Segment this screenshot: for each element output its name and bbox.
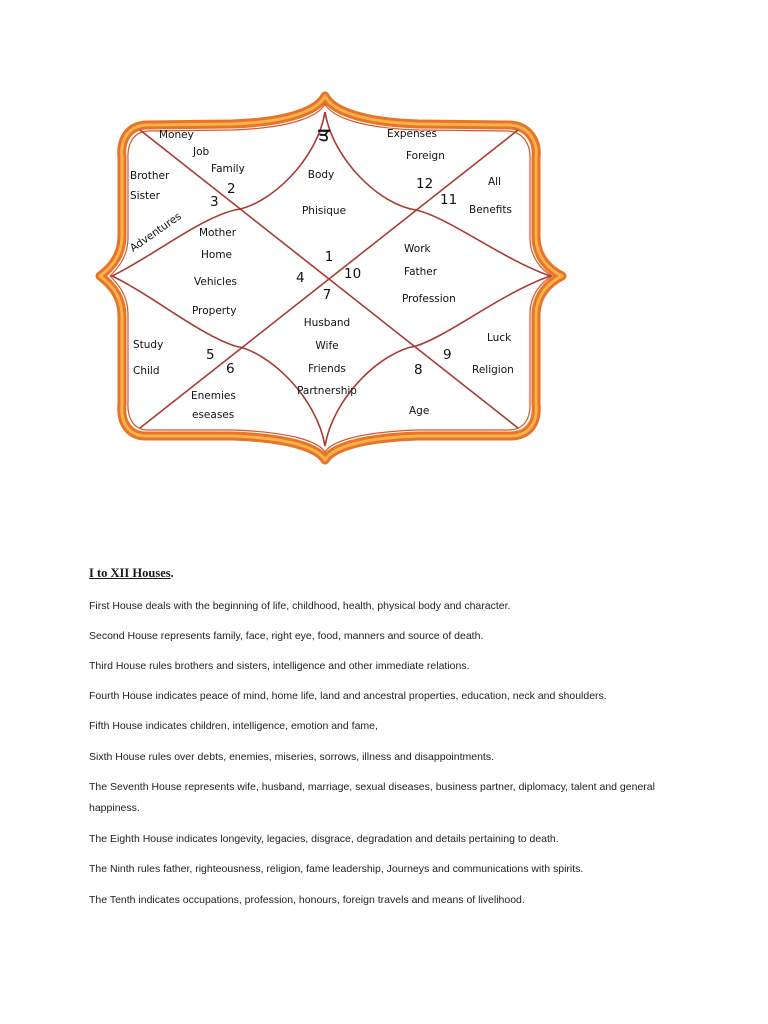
house-4-label-property: Property xyxy=(192,305,237,317)
house-4-number: 4 xyxy=(296,270,305,286)
paragraph-tenth-house: The Tenth indicates occupations, profession, honours, foreign travels and means of livelihood. xyxy=(89,894,525,906)
house-5-label-child: Child xyxy=(133,365,160,377)
paragraph-fifth-house: Fifth House indicates children, intelligence, emotion and fame, xyxy=(89,720,378,732)
house-8-label-age: Age xyxy=(409,405,430,417)
house-4-label-mother: Mother xyxy=(199,227,237,239)
paragraph-second-house: Second House represents family, face, right eye, food, manners and source of death. xyxy=(89,630,484,642)
house-6-label-eseases: eseases xyxy=(192,409,235,421)
house-7-number: 7 xyxy=(322,287,332,303)
paragraph-fourth-house: Fourth House indicates peace of mind, home life, land and ancestral properties, education, neck and shoulders. xyxy=(89,690,607,702)
paragraph-sixth-house: Sixth House rules over debts, enemies, miseries, sorrows, illness and disappointments. xyxy=(89,751,495,763)
section-heading-period: . xyxy=(170,566,174,580)
house-2-money-label: Money xyxy=(159,129,194,141)
paragraph-first-house: First House deals with the beginning of life, childhood, health, physical body and character. xyxy=(89,600,511,612)
paragraph-third-house: Third House rules brothers and sisters, intelligence and other immediate relations. xyxy=(89,660,470,672)
top-glyph: ਤ xyxy=(318,125,330,145)
house-10-label-profession: Profession xyxy=(402,293,456,305)
paragraph-eighth-house: The Eighth House indicates longevity, legacies, disgrace, degradation and details pertaining to death. xyxy=(89,833,559,845)
house-12-label-expenses: Expenses xyxy=(387,128,438,140)
paragraph-seventh-house: The Seventh House represents wife, husband, marriage, sexual diseases, business partner, diplomacy, talent and general happiness. xyxy=(89,781,655,814)
house-10-number: 10 xyxy=(344,266,362,282)
house-11-number: 11 xyxy=(440,192,458,208)
house-7-label-husband: Husband xyxy=(303,317,351,329)
house-10-label-father: Father xyxy=(404,266,438,278)
house-11-label-all: All xyxy=(488,176,502,188)
house-2-number: 2 xyxy=(227,181,236,197)
house-3-label-brother: Brother xyxy=(130,170,170,182)
house-7-label-friends: Friends xyxy=(308,363,346,375)
house-3-adventures-label: Adventures xyxy=(127,210,184,255)
house-8-number: 8 xyxy=(414,362,423,378)
house-2-label-job: Job xyxy=(193,146,210,158)
house-11-label-benefits: Benefits xyxy=(469,204,512,216)
paragraph-ninth-house: The Ninth rules father, righteousness, religion, fame leadership, Journeys and communications with spirits. xyxy=(89,863,584,875)
house-3-label-sister: Sister xyxy=(130,190,160,202)
house-2-label-family: Family xyxy=(211,163,245,175)
house-9-label-luck: Luck xyxy=(487,332,512,344)
house-4-label-vehicles: Vehicles xyxy=(194,276,238,288)
house-5-number: 5 xyxy=(206,347,215,363)
house-6-number: 6 xyxy=(226,361,235,377)
section-heading xyxy=(89,566,174,581)
house-7-label-wife: Wife xyxy=(315,340,339,352)
house-6-label-enemies: Enemies xyxy=(191,390,236,402)
house-5-label-study: Study xyxy=(133,339,164,351)
house-12-number: 12 xyxy=(416,176,434,192)
house-3-number: 3 xyxy=(210,194,219,210)
house-1-label-phisique: Phisique xyxy=(301,205,347,217)
section-heading-text: I to XII Houses xyxy=(89,566,171,580)
house-1-number: 1 xyxy=(324,249,334,265)
house-9-number: 9 xyxy=(443,347,452,363)
house-9-label-religion: Religion xyxy=(472,364,514,376)
house-12-label-foreign: Foreign xyxy=(406,150,445,162)
house-4-label-home: Home xyxy=(201,249,233,261)
house-10-label-work: Work xyxy=(404,243,431,255)
house-1-label-body: Body xyxy=(307,169,335,181)
house-7-label-partnership: Partnership xyxy=(297,385,357,397)
